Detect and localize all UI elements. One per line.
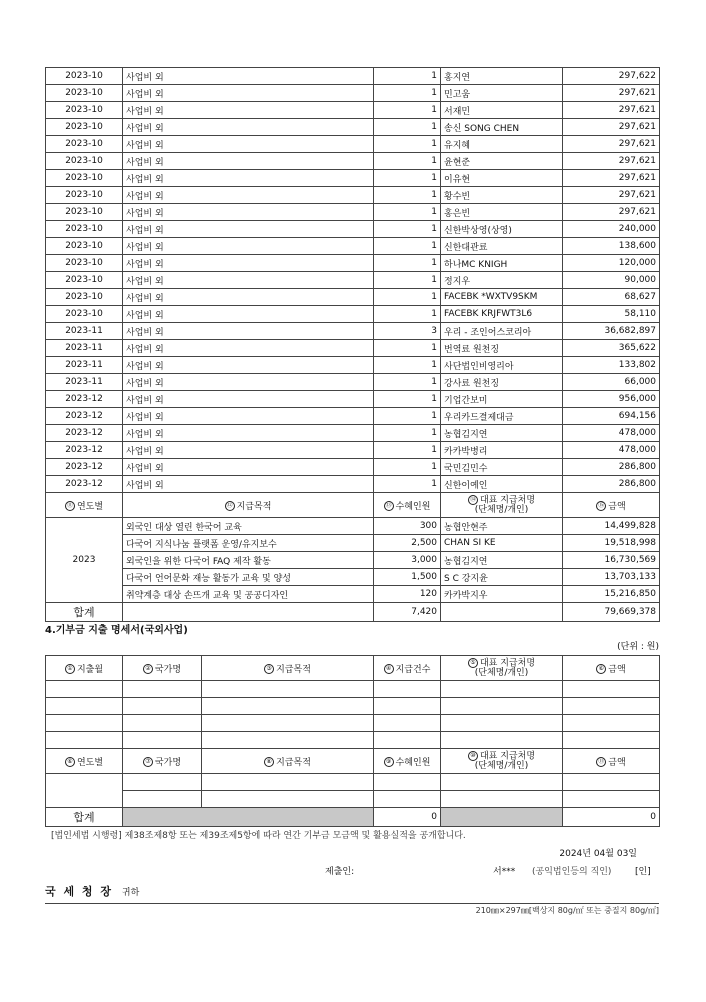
submitter-label: 제출인:: [325, 867, 355, 877]
circle-marker-icon: ⑪: [598, 758, 605, 765]
cell-date: 2023-12: [46, 459, 123, 476]
table-row: [46, 187, 660, 204]
cell-amount: 297,621: [563, 170, 660, 187]
unit-label: (단위 : 원): [617, 642, 659, 652]
table-row: [46, 255, 660, 272]
cell-amount: 297,622: [563, 68, 660, 85]
cell-count: 1: [374, 153, 441, 170]
cell-count: 3: [374, 323, 441, 340]
cell-purpose: 사업비 외: [123, 425, 374, 442]
table-row: [46, 221, 660, 238]
total-amount: 0: [563, 808, 660, 827]
cell-amount: 286,800: [563, 459, 660, 476]
cell-date: 2023-10: [46, 289, 123, 306]
circle-marker-icon: ⑫: [226, 502, 233, 509]
cell-amount: 297,621: [563, 187, 660, 204]
cell-payee: FACEBK *WXTV9SKM: [441, 289, 563, 306]
table-row: [46, 306, 660, 323]
cell-count: 1: [374, 425, 441, 442]
empty-row: [46, 715, 660, 732]
cell-payee: 황수빈: [441, 187, 563, 204]
cell-date: 2023-12: [46, 391, 123, 408]
cell-date: 2023-11: [46, 323, 123, 340]
table-row: [46, 459, 660, 476]
cell-purpose: 사업비 외: [123, 204, 374, 221]
cell-amount: 297,621: [563, 85, 660, 102]
country-header: ② 국가명: [123, 656, 202, 681]
cell-payee: 민고움: [441, 85, 563, 102]
total-amount: 79,669,378: [563, 603, 660, 622]
circle-marker-icon: ⑨: [384, 757, 394, 767]
cell-amount: 36,682,897: [563, 323, 660, 340]
total-row-2: [46, 808, 660, 827]
beneficiaries-header: ⑨ 수혜인원: [374, 749, 441, 774]
empty-row: [46, 732, 660, 749]
table-row: [46, 170, 660, 187]
expense-rows: [46, 68, 660, 493]
table-row: [46, 68, 660, 85]
cell-purpose: 사업비 외: [123, 255, 374, 272]
cell-payee: 우리 - 조인어스코리아: [441, 323, 563, 340]
cell-purpose: 사업비 외: [123, 170, 374, 187]
cell-amount: 478,000: [563, 442, 660, 459]
cell-count: 1: [374, 170, 441, 187]
cell-payee: 송신 SONG CHEN: [441, 119, 563, 136]
cell-count: 1,500: [374, 569, 441, 586]
table-row: [46, 323, 660, 340]
cell-payee: CHAN SI KE: [441, 535, 563, 552]
paper-spec: 210㎜×297㎜[백상지 80g/㎡ 또는 중질지 80g/㎡]: [45, 903, 659, 918]
cell-amount: 68,627: [563, 289, 660, 306]
cell-payee: FACEBK KRJFWT3L6: [441, 306, 563, 323]
beneficiaries-header: ⑬ 수혜인원: [374, 493, 441, 518]
cell-payee: 농협김지연: [441, 552, 563, 569]
purpose-header: ⑧ 지급목적: [202, 749, 374, 774]
cell-purpose: 사업비 외: [123, 476, 374, 493]
cell-date: 2023-10: [46, 153, 123, 170]
table-row: [46, 374, 660, 391]
cell-amount: 297,621: [563, 204, 660, 221]
circle-marker-icon: ⑮: [598, 502, 605, 509]
cell-payee: 하나MC KNIGH: [441, 255, 563, 272]
purpose-header: ⑫ 지급목적: [123, 493, 374, 518]
addressee: 국 세 청 장: [45, 885, 113, 898]
table-row: [46, 357, 660, 374]
cell-purpose: 사업비 외: [123, 68, 374, 85]
cell-amount: 297,621: [563, 136, 660, 153]
amount-header: ⑪ 금액: [563, 749, 660, 774]
country-header: ⑦ 국가명: [123, 749, 202, 774]
payee-header: ⑩ 대표 지급처명 (단체명/개인): [441, 749, 563, 774]
submission-date: 2024년 04월 03일: [559, 849, 637, 859]
circle-marker-icon: ④: [384, 664, 394, 674]
table-row: [46, 586, 660, 603]
cell-count: 1: [374, 68, 441, 85]
cell-amount: 19,518,998: [563, 535, 660, 552]
payee-header: ⑤ 대표 지급처명 (단체명/개인): [441, 656, 563, 681]
cell-count: 1: [374, 476, 441, 493]
cell-amount: 240,000: [563, 221, 660, 238]
cell-payee: 기업간보미: [441, 391, 563, 408]
legal-note: [법인세법 시행령] 제38조제8항 또는 제39조제5항에 따라 연간 기부금 모금액 및 활용실적을 공개합니다.: [51, 831, 466, 841]
cell-count: 1: [374, 340, 441, 357]
table-row: [46, 102, 660, 119]
cell-count: 1: [374, 374, 441, 391]
circle-marker-icon: ⑭: [469, 495, 476, 503]
cell-purpose: 사업비 외: [123, 153, 374, 170]
empty-row: [46, 681, 660, 698]
cell-purpose: 취약계층 대상 손뜨개 교육 및 공공디자인: [123, 586, 374, 603]
cell-payee: 윤현준: [441, 153, 563, 170]
cell-amount: 58,110: [563, 306, 660, 323]
cell-amount: 956,000: [563, 391, 660, 408]
circle-marker-icon: ①: [65, 664, 75, 674]
table-row: [46, 408, 660, 425]
table-row: [46, 204, 660, 221]
cell-payee: 신한박상영(상영): [441, 221, 563, 238]
circle-marker-icon: ⑩: [468, 751, 478, 761]
cell-purpose: 사업비 외: [123, 391, 374, 408]
cell-count: 3,000: [374, 552, 441, 569]
table-row: [46, 85, 660, 102]
cell-amount: 90,000: [563, 272, 660, 289]
cell-count: 300: [374, 518, 441, 535]
cell-count: 1: [374, 102, 441, 119]
cell-purpose: 외국인 대상 열린 한국어 교육: [123, 518, 374, 535]
cell-payee: 홍은빈: [441, 204, 563, 221]
cell-date: 2023-10: [46, 85, 123, 102]
cell-purpose: 사업비 외: [123, 221, 374, 238]
cell-payee: 강사료 원천징: [441, 374, 563, 391]
cell-amount: 694,156: [563, 408, 660, 425]
cell-amount: 15,216,850: [563, 586, 660, 603]
cell-date: 2023-12: [46, 476, 123, 493]
cell-payee: 유지혜: [441, 136, 563, 153]
cell-date: 2023-12: [46, 425, 123, 442]
cell-count: 1: [374, 136, 441, 153]
cell-payee: S C 강지윤: [441, 569, 563, 586]
cell-purpose: 사업비 외: [123, 323, 374, 340]
submitter-role: (공익법인등의 직인): [532, 867, 612, 877]
circle-marker-icon: ⑪: [66, 502, 73, 509]
cell-date: 2023-10: [46, 221, 123, 238]
month-header-row: [46, 656, 660, 681]
cell-count: 1: [374, 255, 441, 272]
cell-payee: 신한대관료: [441, 238, 563, 255]
circle-marker-icon: ⑤: [468, 658, 478, 668]
cell-purpose: 다국어 지식나눔 플랫폼 운영/유지보수: [123, 535, 374, 552]
cell-payee: 카카박지우: [441, 586, 563, 603]
cell-count: 1: [374, 357, 441, 374]
cell-payee: 정지우: [441, 272, 563, 289]
cell-purpose: 사업비 외: [123, 238, 374, 255]
year-header-row-2: [46, 749, 660, 774]
table-row: [46, 340, 660, 357]
cell-date: 2023-10: [46, 119, 123, 136]
cell-count: 1: [374, 408, 441, 425]
cell-amount: 478,000: [563, 425, 660, 442]
cell-amount: 297,621: [563, 102, 660, 119]
cell-purpose: 사업비 외: [123, 442, 374, 459]
cell-date: 2023-11: [46, 357, 123, 374]
cell-payee: 이유현: [441, 170, 563, 187]
circle-marker-icon: ⑥: [65, 757, 75, 767]
empty-row: [46, 791, 660, 808]
cell-amount: 133,802: [563, 357, 660, 374]
cell-purpose: 사업비 외: [123, 459, 374, 476]
table-row: [46, 569, 660, 586]
cell-date: 2023-10: [46, 272, 123, 289]
table-row: [46, 391, 660, 408]
cell-date: 2023-10: [46, 238, 123, 255]
cell-amount: 297,621: [563, 153, 660, 170]
total-label: 합계: [46, 808, 123, 827]
circle-marker-icon: ⑬: [385, 502, 392, 509]
amount-header: ⑮ 금액: [563, 493, 660, 518]
table-row: [46, 552, 660, 569]
cell-date: 2023-11: [46, 340, 123, 357]
cell-date: 2023-10: [46, 136, 123, 153]
month-header: ① 지출월: [46, 656, 123, 681]
table-row: [46, 442, 660, 459]
cell-date: 2023-11: [46, 374, 123, 391]
cell-count: 1: [374, 238, 441, 255]
cell-payee: 사단법인비영리아: [441, 357, 563, 374]
submitter-name: 서***: [493, 867, 516, 877]
cell-date: 2023-10: [46, 102, 123, 119]
cell-count: 1: [374, 306, 441, 323]
cell-purpose: 사업비 외: [123, 136, 374, 153]
cell-purpose: 외국인을 위한 다국어 FAQ 제작 활동: [123, 552, 374, 569]
empty-row: [46, 774, 660, 791]
table-row: [46, 272, 660, 289]
payee-header: ⑭ 대표 지급처명 (단체명/개인): [441, 493, 563, 518]
cell-date: 2023-10: [46, 170, 123, 187]
cell-count: 1: [374, 272, 441, 289]
year-cell: 2023: [46, 518, 123, 603]
cell-payee: 번역료 원천징: [441, 340, 563, 357]
cell-count: 1: [374, 391, 441, 408]
table-row: [46, 289, 660, 306]
cell-purpose: 다국어 언어문화 재능 활동가 교육 및 양성: [123, 569, 374, 586]
cell-payee: 카카박병리: [441, 442, 563, 459]
table-row: [46, 238, 660, 255]
year-header: ⑥ 연도별: [46, 749, 123, 774]
table-row: [46, 476, 660, 493]
circle-marker-icon: ②: [143, 664, 153, 674]
cell-purpose: 사업비 외: [123, 340, 374, 357]
document-page: [45, 67, 659, 918]
cell-purpose: 사업비 외: [123, 374, 374, 391]
year-header-row: [46, 493, 660, 518]
total-row: [46, 603, 660, 622]
cell-date: 2023-12: [46, 442, 123, 459]
cell-amount: 286,800: [563, 476, 660, 493]
cell-purpose: 사업비 외: [123, 306, 374, 323]
expense-table: [45, 67, 660, 622]
year-rows: [46, 518, 660, 603]
cases-header: ④ 지급건수: [374, 656, 441, 681]
overseas-table: [45, 655, 660, 827]
cell-amount: 138,600: [563, 238, 660, 255]
cell-date: 2023-10: [46, 204, 123, 221]
cell-purpose: 사업비 외: [123, 357, 374, 374]
total-count: 7,420: [374, 603, 441, 622]
cell-date: 2023-10: [46, 255, 123, 272]
cell-payee: 우리카드결제대금: [441, 408, 563, 425]
cell-amount: 120,000: [563, 255, 660, 272]
submitter-line: [45, 863, 659, 881]
cell-purpose: 사업비 외: [123, 102, 374, 119]
table-row: [46, 535, 660, 552]
cell-amount: 16,730,569: [563, 552, 660, 569]
cell-date: 2023-12: [46, 408, 123, 425]
cell-payee: 농협김지연: [441, 425, 563, 442]
cell-count: 1: [374, 221, 441, 238]
cell-purpose: 사업비 외: [123, 408, 374, 425]
cell-payee: 서재민: [441, 102, 563, 119]
cell-purpose: 사업비 외: [123, 187, 374, 204]
purpose-header: ③ 지급목적: [202, 656, 374, 681]
cell-count: 1: [374, 442, 441, 459]
cell-payee: 농협안현주: [441, 518, 563, 535]
cell-amount: 14,499,828: [563, 518, 660, 535]
cell-count: 1: [374, 459, 441, 476]
table-row: [46, 518, 660, 535]
cell-purpose: 사업비 외: [123, 85, 374, 102]
circle-marker-icon: ⑥: [596, 664, 606, 674]
empty-row: [46, 698, 660, 715]
circle-marker-icon: ⑧: [264, 757, 274, 767]
cell-count: 1: [374, 85, 441, 102]
amount-header: ⑥ 금액: [563, 656, 660, 681]
cell-amount: 13,703,133: [563, 569, 660, 586]
table-row: [46, 136, 660, 153]
table-row: [46, 153, 660, 170]
cell-count: 120: [374, 586, 441, 603]
cell-payee: 홍지연: [441, 68, 563, 85]
circle-marker-icon: ③: [264, 664, 274, 674]
cell-count: 1: [374, 289, 441, 306]
cell-amount: 66,000: [563, 374, 660, 391]
honorific: 귀하: [121, 888, 140, 898]
cell-count: 1: [374, 204, 441, 221]
cell-payee: 국민김민수: [441, 459, 563, 476]
cell-date: 2023-10: [46, 187, 123, 204]
cell-date: 2023-10: [46, 68, 123, 85]
total-label: 합계: [46, 603, 123, 622]
table-row: [46, 119, 660, 136]
total-count: 0: [374, 808, 441, 827]
cell-purpose: 사업비 외: [123, 119, 374, 136]
cell-purpose: 사업비 외: [123, 272, 374, 289]
cell-count: 2,500: [374, 535, 441, 552]
cell-amount: 297,621: [563, 119, 660, 136]
cell-count: 1: [374, 187, 441, 204]
cell-purpose: 사업비 외: [123, 289, 374, 306]
table-row: [46, 425, 660, 442]
seal-mark: [인]: [635, 867, 651, 877]
cell-count: 1: [374, 119, 441, 136]
cell-amount: 365,622: [563, 340, 660, 357]
cell-payee: 신한이예인: [441, 476, 563, 493]
circle-marker-icon: ⑦: [143, 757, 153, 767]
cell-date: 2023-10: [46, 306, 123, 323]
section-title: 4.기부금 지출 명세서(국외사업): [45, 625, 188, 636]
addressee-line: [45, 881, 659, 903]
year-header: ⑪ 연도별: [46, 493, 123, 518]
